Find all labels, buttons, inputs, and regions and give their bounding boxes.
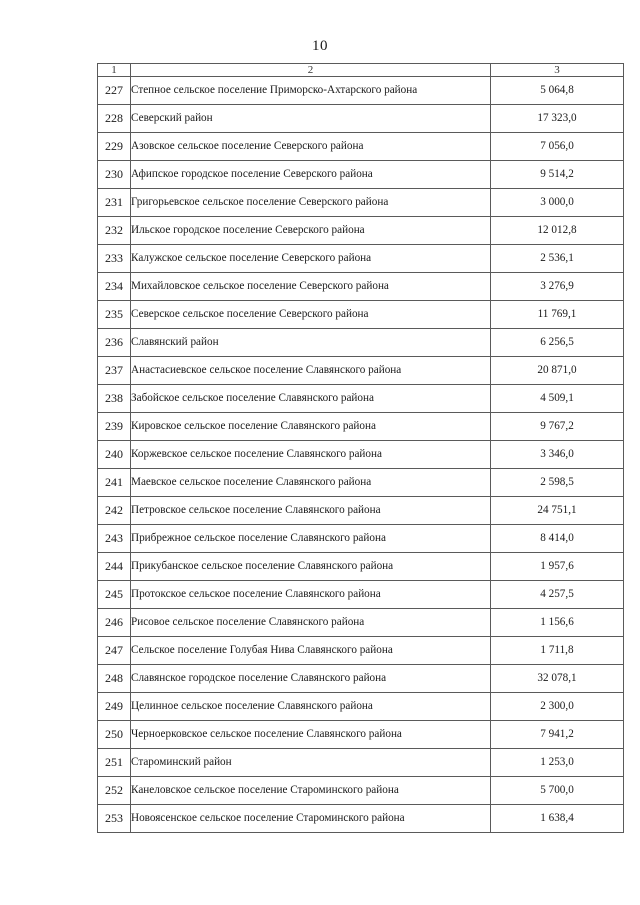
row-number-cell: 235: [98, 301, 131, 329]
amount-cell: 1 638,4: [491, 805, 624, 833]
table-row: [98, 161, 624, 189]
row-number-cell: 247: [98, 637, 131, 665]
table-row: [98, 245, 624, 273]
municipality-name-cell: Прибрежное сельское поселение Славянского района: [131, 525, 491, 553]
row-number-cell: 233: [98, 245, 131, 273]
table-row: [98, 469, 624, 497]
table-row: [98, 777, 624, 805]
table-header: [98, 64, 624, 77]
amount-cell: 5 700,0: [491, 777, 624, 805]
municipality-name-cell: Михайловское сельское поселение Северского района: [131, 273, 491, 301]
table-row: [98, 665, 624, 693]
row-number-cell: 230: [98, 161, 131, 189]
municipality-name-cell: Афипское городское поселение Северского района: [131, 161, 491, 189]
municipality-name-cell: Северский район: [131, 105, 491, 133]
table-row: [98, 525, 624, 553]
table-row: [98, 273, 624, 301]
municipality-name-cell: Черноерковское сельское поселение Славянского района: [131, 721, 491, 749]
municipality-name-cell: Протокское сельское поселение Славянского района: [131, 581, 491, 609]
amount-cell: 2 300,0: [491, 693, 624, 721]
row-number-cell: 234: [98, 273, 131, 301]
amount-cell: 20 871,0: [491, 357, 624, 385]
municipality-name-cell: Прикубанское сельское поселение Славянского района: [131, 553, 491, 581]
row-number-cell: 248: [98, 665, 131, 693]
row-number-cell: 236: [98, 329, 131, 357]
amount-cell: 2 536,1: [491, 245, 624, 273]
table-row: [98, 329, 624, 357]
amount-cell: 3 346,0: [491, 441, 624, 469]
column-header-name: 2: [131, 64, 491, 77]
page-number: 10: [312, 38, 328, 54]
table-row: [98, 805, 624, 833]
allocation-table: [97, 63, 624, 833]
row-number-cell: 241: [98, 469, 131, 497]
row-number-cell: 237: [98, 357, 131, 385]
table-row: [98, 217, 624, 245]
row-number-cell: 251: [98, 749, 131, 777]
table-row: [98, 77, 624, 105]
municipality-name-cell: Степное сельское поселение Приморско-Ахтарского района: [131, 77, 491, 105]
table-row: [98, 413, 624, 441]
amount-cell: 24 751,1: [491, 497, 624, 525]
municipality-name-cell: Славянский район: [131, 329, 491, 357]
column-header-number: 1: [98, 64, 131, 77]
municipality-name-cell: Калужское сельское поселение Северского района: [131, 245, 491, 273]
amount-cell: 3 276,9: [491, 273, 624, 301]
column-header-value: 3: [491, 64, 624, 77]
amount-cell: 1 156,6: [491, 609, 624, 637]
municipality-name-cell: Рисовое сельское поселение Славянского района: [131, 609, 491, 637]
row-number-cell: 249: [98, 693, 131, 721]
municipality-name-cell: Кировское сельское поселение Славянского района: [131, 413, 491, 441]
amount-cell: 6 256,5: [491, 329, 624, 357]
amount-cell: 32 078,1: [491, 665, 624, 693]
amount-cell: 1 957,6: [491, 553, 624, 581]
amount-cell: 3 000,0: [491, 189, 624, 217]
amount-cell: 7 941,2: [491, 721, 624, 749]
row-number-cell: 229: [98, 133, 131, 161]
table-row: [98, 105, 624, 133]
amount-cell: 2 598,5: [491, 469, 624, 497]
row-number-cell: 240: [98, 441, 131, 469]
row-number-cell: 239: [98, 413, 131, 441]
row-number-cell: 243: [98, 525, 131, 553]
amount-cell: 9 767,2: [491, 413, 624, 441]
row-number-cell: 252: [98, 777, 131, 805]
row-number-cell: 232: [98, 217, 131, 245]
table-row: [98, 581, 624, 609]
municipality-name-cell: Григорьевское сельское поселение Северского района: [131, 189, 491, 217]
amount-cell: 8 414,0: [491, 525, 624, 553]
table-row: [98, 301, 624, 329]
row-number-cell: 238: [98, 385, 131, 413]
municipality-name-cell: Целинное сельское поселение Славянского района: [131, 693, 491, 721]
table-body: [98, 77, 624, 833]
amount-cell: 1 711,8: [491, 637, 624, 665]
amount-cell: 12 012,8: [491, 217, 624, 245]
table-row: [98, 133, 624, 161]
amount-cell: 1 253,0: [491, 749, 624, 777]
row-number-cell: 250: [98, 721, 131, 749]
row-number-cell: 231: [98, 189, 131, 217]
table-row: [98, 609, 624, 637]
row-number-cell: 244: [98, 553, 131, 581]
row-number-cell: 245: [98, 581, 131, 609]
municipality-name-cell: Коржевское сельское поселение Славянского района: [131, 441, 491, 469]
table-row: [98, 441, 624, 469]
municipality-name-cell: Славянское городское поселение Славянского района: [131, 665, 491, 693]
amount-cell: 9 514,2: [491, 161, 624, 189]
amount-cell: 4 257,5: [491, 581, 624, 609]
municipality-name-cell: Староминский район: [131, 749, 491, 777]
municipality-name-cell: Северское сельское поселение Северского района: [131, 301, 491, 329]
municipality-name-cell: Анастасиевское сельское поселение Славянского района: [131, 357, 491, 385]
table-row: [98, 497, 624, 525]
table-row: [98, 693, 624, 721]
municipality-name-cell: Ильское городское поселение Северского района: [131, 217, 491, 245]
municipality-name-cell: Маевское сельское поселение Славянского района: [131, 469, 491, 497]
municipality-name-cell: Сельское поселение Голубая Нива Славянского района: [131, 637, 491, 665]
table-row: [98, 637, 624, 665]
table-row: [98, 189, 624, 217]
header-row: [98, 64, 624, 77]
table-row: [98, 553, 624, 581]
row-number-cell: 228: [98, 105, 131, 133]
municipality-name-cell: Петровское сельское поселение Славянского района: [131, 497, 491, 525]
row-number-cell: 242: [98, 497, 131, 525]
municipality-name-cell: Азовское сельское поселение Северского района: [131, 133, 491, 161]
municipality-name-cell: Забойское сельское поселение Славянского района: [131, 385, 491, 413]
row-number-cell: 253: [98, 805, 131, 833]
amount-cell: 5 064,8: [491, 77, 624, 105]
amount-cell: 4 509,1: [491, 385, 624, 413]
table-row: [98, 721, 624, 749]
row-number-cell: 246: [98, 609, 131, 637]
table-row: [98, 749, 624, 777]
table-row: [98, 357, 624, 385]
municipality-name-cell: Канеловское сельское поселение Староминского района: [131, 777, 491, 805]
table-row: [98, 385, 624, 413]
amount-cell: 11 769,1: [491, 301, 624, 329]
amount-cell: 17 323,0: [491, 105, 624, 133]
amount-cell: 7 056,0: [491, 133, 624, 161]
row-number-cell: 227: [98, 77, 131, 105]
municipality-name-cell: Новоясенское сельское поселение Староминского района: [131, 805, 491, 833]
